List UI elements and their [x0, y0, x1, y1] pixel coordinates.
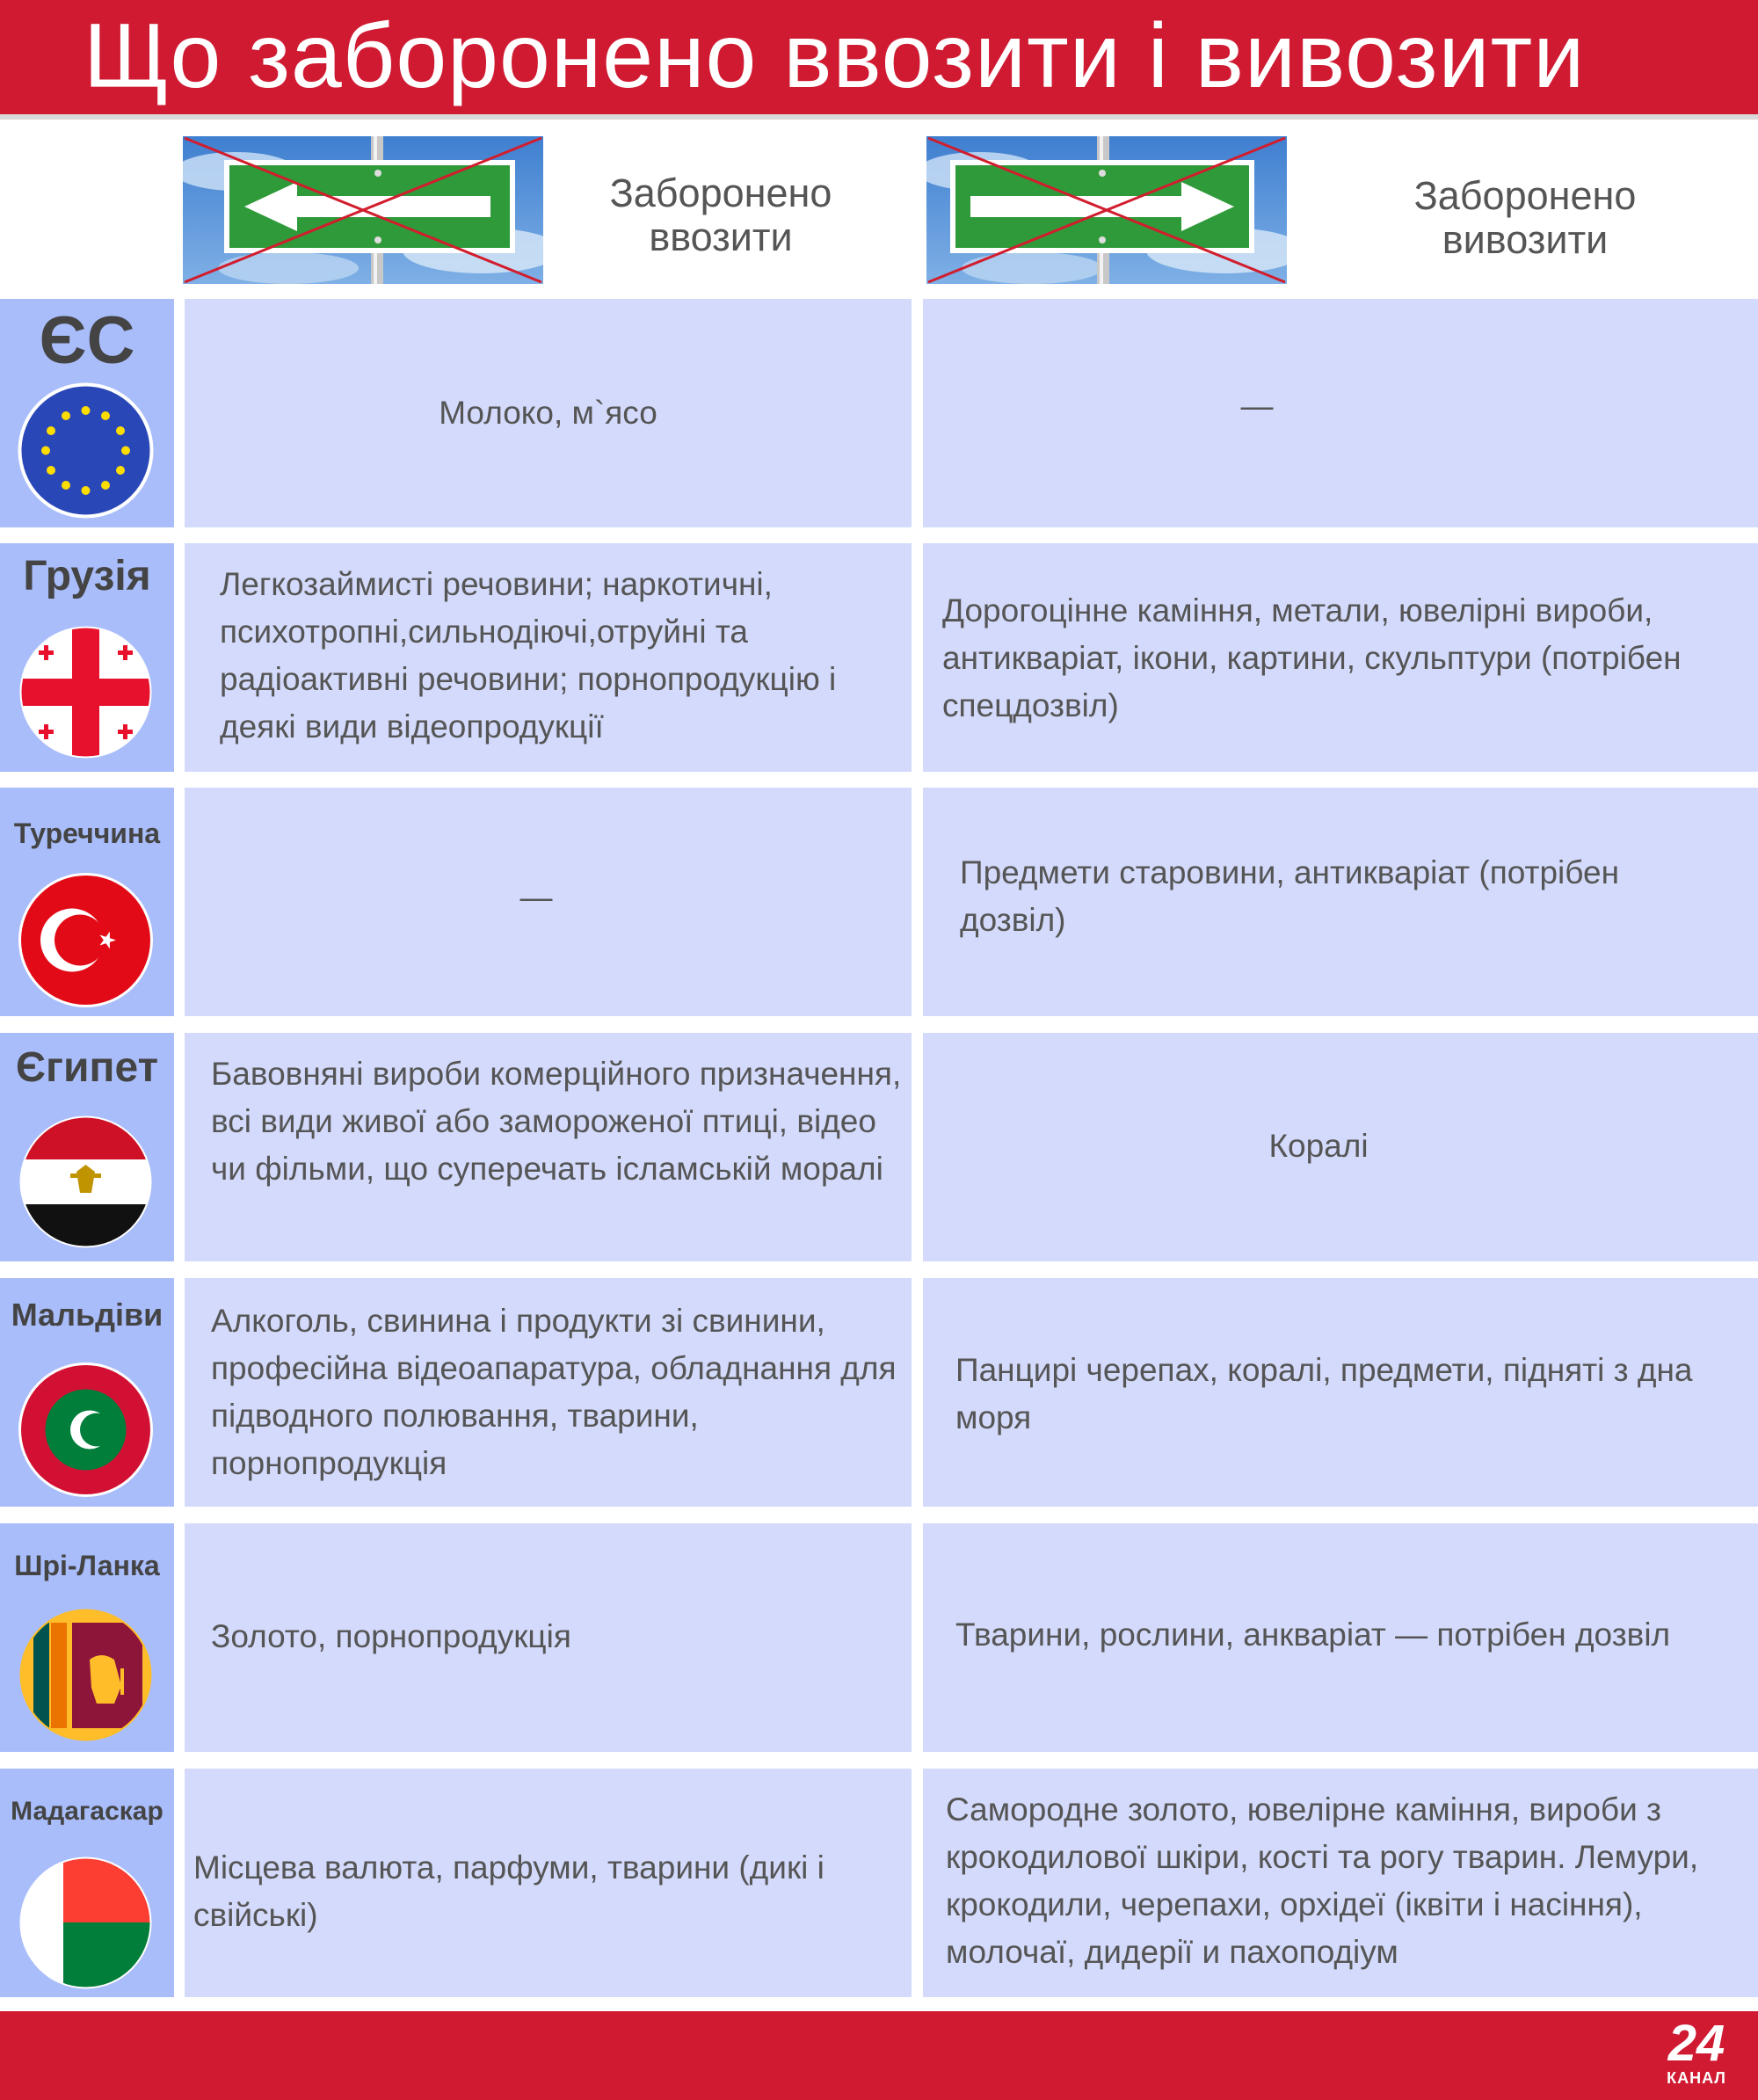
import-text: Алкоголь, свинина і продукти зі свинини, професійна відеоапаратура, обладнання для підводного полювання, тварини, порнопродукція — [211, 1303, 897, 1481]
import-text: Бавовняні вироби комерційного призначення, всі види живої або замороженої птиці, відео чи фільми, що суперечать ісламській моралі — [211, 1056, 902, 1187]
import-cell — [185, 299, 912, 527]
export-text: Панцирі черепах, коралі, предмети, підняті з дна моря — [955, 1352, 1693, 1435]
import-cell — [185, 1769, 912, 1997]
country-name: Туреччина — [13, 817, 161, 849]
country-cell — [0, 1033, 174, 1261]
egypt-flag-icon — [18, 1114, 154, 1250]
country-name: ЄС — [39, 303, 135, 378]
country-cell — [0, 299, 174, 527]
sri-lanka-flag-icon — [18, 1607, 154, 1743]
country-name: Єгипет — [15, 1044, 159, 1091]
import-text: — — [519, 879, 553, 915]
maldives-flag-icon — [18, 1362, 154, 1498]
country-name: Мадагаскар — [11, 1797, 163, 1826]
import-text: Місцева валюта, парфуми, тварини (дикі і свійські) — [193, 1849, 825, 1933]
channel-24-logo — [1653, 2016, 1740, 2096]
import-cell — [185, 1278, 912, 1507]
table-row — [0, 1769, 1758, 1997]
export-text: Коралі — [1268, 1128, 1369, 1164]
country-cell — [0, 1769, 174, 1997]
page-title: Що заборонено ввозити і вивозити — [84, 5, 1586, 107]
export-text: Предмети старовини, антикваріат (потрібен дозвіл) — [960, 854, 1620, 938]
export-text: Дорогоцінне каміння, метали, ювелірні вироби, антикваріат, ікони, картини, скульптури (потрібен спецдозвіл) — [942, 592, 1682, 723]
import-label-line2: ввозити — [649, 214, 793, 259]
export-text: — — [1240, 388, 1274, 424]
export-cell — [923, 299, 1758, 527]
import-label-line1: Заборонено — [609, 171, 832, 215]
no-exit-right-arrow-sign-icon — [926, 136, 1287, 284]
georgia-flag-icon — [18, 624, 154, 760]
import-text: Молоко, м`ясо — [439, 395, 657, 431]
table-row — [0, 1523, 1758, 1752]
export-cell — [923, 788, 1758, 1016]
header-banner — [0, 0, 1758, 120]
import-cell — [185, 1523, 912, 1752]
import-cell — [185, 788, 912, 1016]
export-text: Тварини, рослини, анкваріат — потрібен дозвіл — [955, 1617, 1671, 1653]
import-text: Золото, порнопродукція — [211, 1618, 571, 1654]
table-row — [0, 1033, 1758, 1261]
export-column-header — [1349, 174, 1701, 262]
export-cell — [923, 543, 1758, 772]
import-text: Легкозаймисті речовини; наркотичні, психотропні,сильнодіючі,отруйні та радіоактивні речовини; порнопродукцію і деякі види відеопродукції — [220, 566, 837, 745]
country-cell — [0, 788, 174, 1016]
country-name: Шрі-Ланка — [14, 1550, 160, 1581]
import-cell — [185, 543, 912, 772]
export-label-line2: вивозити — [1442, 217, 1609, 262]
export-cell — [923, 1033, 1758, 1261]
country-cell — [0, 1523, 174, 1752]
import-column-header — [545, 171, 897, 259]
eu-flag-icon — [18, 382, 154, 519]
turkey-flag-icon — [18, 872, 154, 1008]
export-cell — [923, 1278, 1758, 1507]
import-cell — [185, 1033, 912, 1261]
no-entry-left-arrow-sign-icon — [183, 136, 543, 284]
madagascar-flag-icon — [18, 1855, 154, 1991]
table-row — [0, 1278, 1758, 1507]
export-text: Самородне золото, ювелірне каміння, вироби з крокодилової шкіри, кості та рогу тварин. Лемури, крокодили, черепахи, орхідеї (іквіти і насіння), молочаї, дидерії и пахоподіум — [946, 1791, 1699, 1970]
footer-banner — [0, 2011, 1758, 2100]
logo-label: КАНАЛ — [1667, 2069, 1726, 2087]
country-name: Мальдіви — [11, 1297, 163, 1333]
logo-number: 24 — [1667, 2015, 1725, 2072]
table-row — [0, 299, 1758, 527]
export-cell — [923, 1769, 1758, 1997]
table-row — [0, 788, 1758, 1016]
export-label-line1: Заборонено — [1413, 173, 1637, 218]
table-row — [0, 543, 1758, 772]
country-cell — [0, 1278, 174, 1507]
export-cell — [923, 1523, 1758, 1752]
country-name: Грузія — [23, 553, 151, 599]
country-cell — [0, 543, 174, 772]
